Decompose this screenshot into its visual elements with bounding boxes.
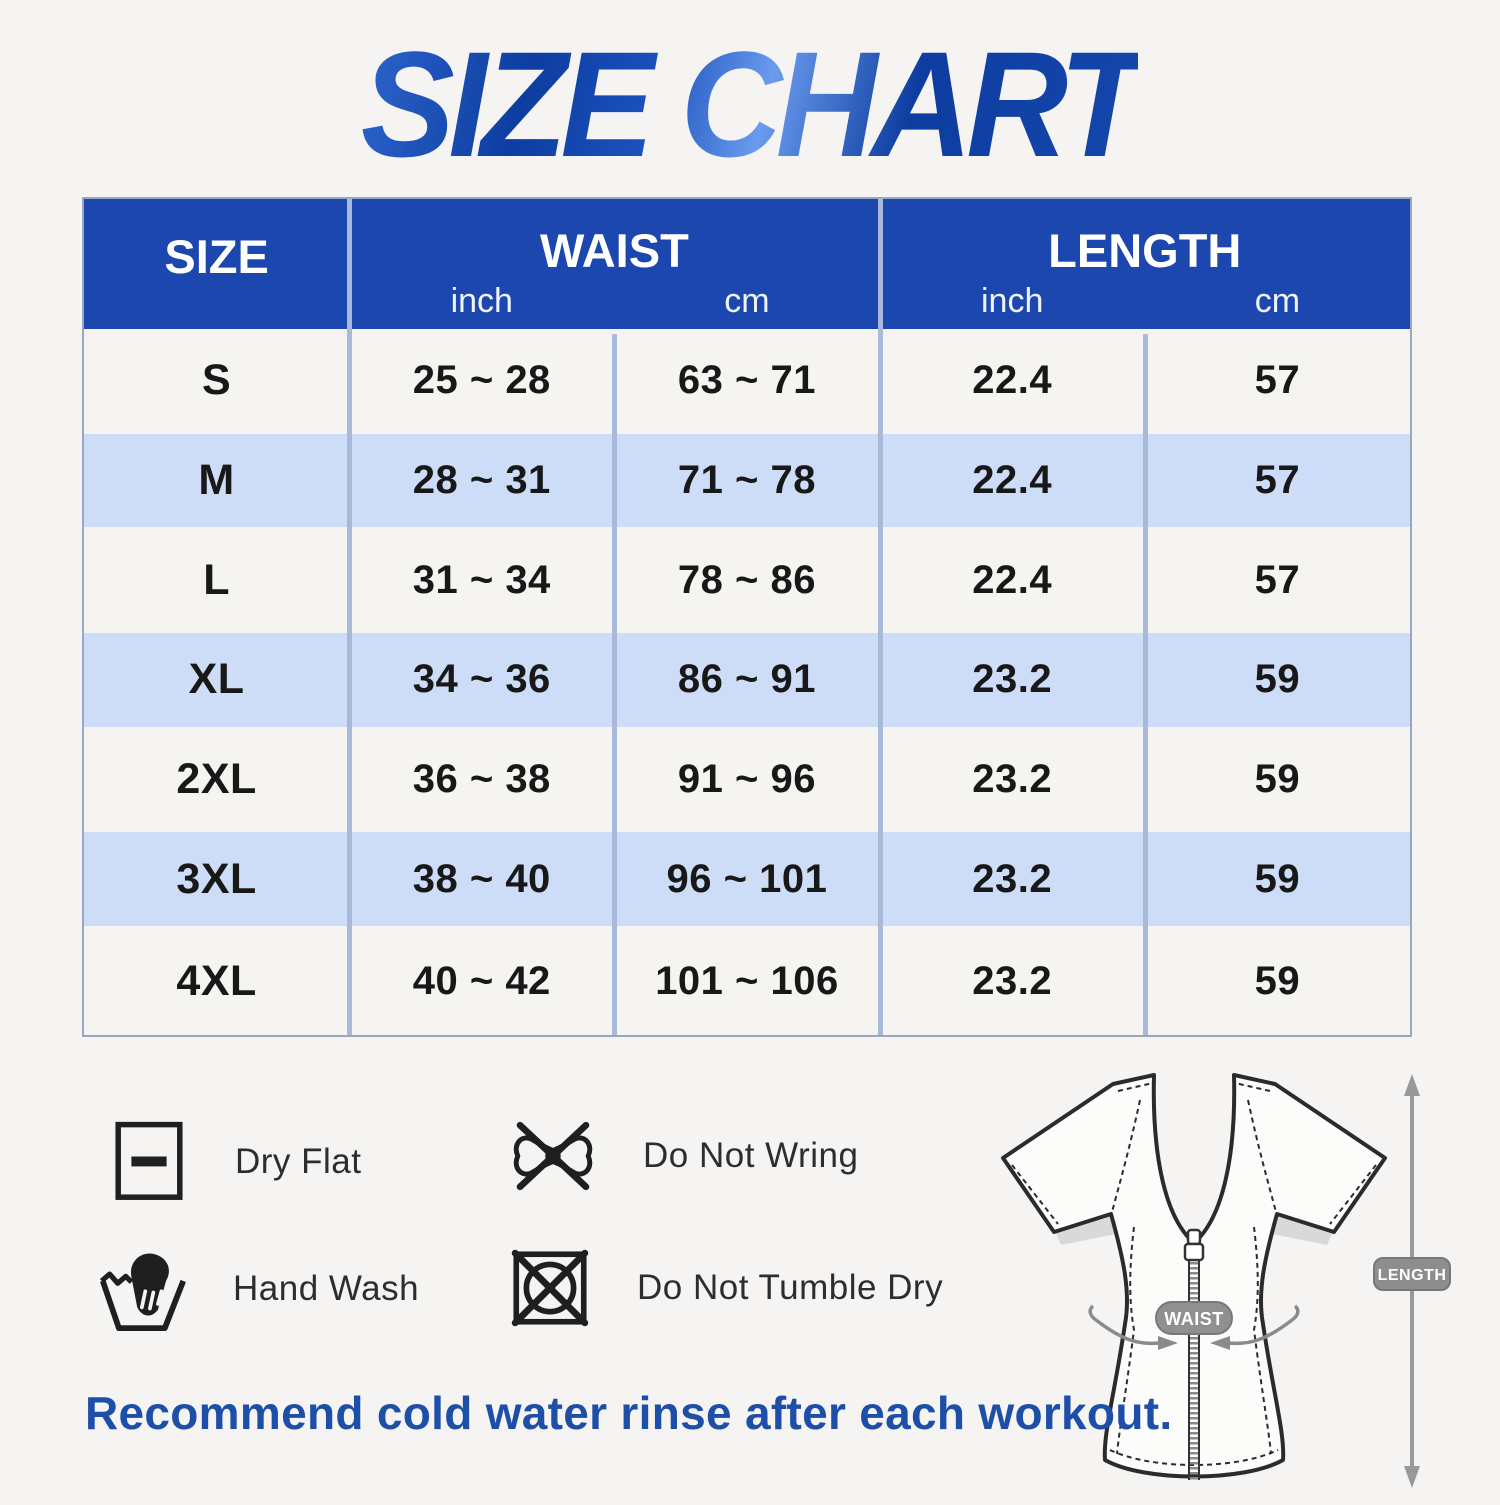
care-label: Do Not Tumble Dry bbox=[637, 1268, 944, 1307]
cell-length-inch: 23.2 bbox=[972, 856, 1053, 901]
dry-flat-icon bbox=[105, 1118, 193, 1206]
cell-waist-inch: 40 ~ 42 bbox=[412, 959, 551, 1004]
cell-waist-inch: 38 ~ 40 bbox=[412, 856, 551, 901]
cell-size: 4XL bbox=[176, 957, 257, 1006]
table-row bbox=[84, 434, 1410, 534]
table-row bbox=[84, 533, 1410, 633]
col-header-length bbox=[880, 199, 1410, 329]
cell-waist-cm: 91 ~ 96 bbox=[677, 757, 816, 802]
length-group-label: LENGTH bbox=[1048, 224, 1242, 277]
cell-size: S bbox=[202, 356, 232, 405]
column-divider bbox=[878, 199, 883, 1035]
cell-size: M bbox=[198, 456, 235, 505]
waist-label-pill bbox=[1156, 1302, 1232, 1334]
waist-units bbox=[349, 282, 879, 321]
do-not-tumble-dry-icon bbox=[505, 1243, 595, 1333]
cell-length-cm: 59 bbox=[1254, 959, 1301, 1004]
cell-length-cm: 59 bbox=[1254, 757, 1301, 802]
length-unit-cm: cm bbox=[1254, 282, 1301, 320]
do-not-wring-icon bbox=[505, 1112, 601, 1200]
svg-text:WAIST: WAIST bbox=[1164, 1309, 1224, 1329]
page-title: SIZE CHART bbox=[361, 18, 1139, 191]
cell-size: L bbox=[203, 555, 230, 604]
cell-size: 2XL bbox=[176, 755, 257, 804]
cell-length-cm: 59 bbox=[1254, 657, 1301, 702]
cell-length-cm: 59 bbox=[1254, 856, 1301, 901]
waist-unit-inch: inch bbox=[450, 282, 513, 320]
cell-waist-inch: 25 ~ 28 bbox=[412, 358, 551, 403]
cell-waist-cm: 63 ~ 71 bbox=[677, 358, 816, 403]
care-item-dry-flat bbox=[105, 1118, 362, 1206]
cell-length-cm: 57 bbox=[1254, 557, 1301, 602]
care-label: Hand Wash bbox=[233, 1269, 420, 1308]
waist-group-label: WAIST bbox=[539, 224, 689, 277]
cell-length-cm: 57 bbox=[1254, 358, 1301, 403]
cell-length-inch: 22.4 bbox=[972, 358, 1053, 403]
length-label-pill bbox=[1374, 1258, 1450, 1290]
care-item-do-not-tumble-dry bbox=[505, 1243, 943, 1333]
waist-unit-cm: cm bbox=[724, 282, 770, 320]
length-units bbox=[880, 282, 1410, 321]
cell-waist-inch: 31 ~ 34 bbox=[412, 557, 551, 602]
table-row bbox=[84, 733, 1410, 833]
table-row bbox=[84, 932, 1410, 1032]
cell-waist-cm: 101 ~ 106 bbox=[655, 959, 839, 1004]
table-header bbox=[84, 199, 1410, 334]
cell-waist-inch: 28 ~ 31 bbox=[412, 458, 551, 503]
svg-text:LENGTH: LENGTH bbox=[1377, 1267, 1447, 1284]
col-header-waist bbox=[349, 199, 879, 329]
care-item-do-not-wring bbox=[505, 1112, 858, 1200]
cell-length-inch: 23.2 bbox=[972, 657, 1053, 702]
column-divider bbox=[1143, 334, 1148, 1035]
cell-size: XL bbox=[188, 655, 245, 704]
table-body bbox=[84, 334, 1410, 1032]
size-table bbox=[82, 197, 1412, 1037]
cell-waist-inch: 36 ~ 38 bbox=[412, 757, 551, 802]
column-divider bbox=[612, 334, 617, 1035]
length-unit-inch: inch bbox=[980, 282, 1044, 320]
footer-note: Recommend cold water rinse after each workout. bbox=[85, 1387, 1173, 1439]
cell-waist-cm: 71 ~ 78 bbox=[677, 458, 816, 503]
cell-length-inch: 22.4 bbox=[972, 458, 1053, 503]
cell-waist-cm: 78 ~ 86 bbox=[677, 557, 816, 602]
cell-waist-cm: 86 ~ 91 bbox=[677, 657, 816, 702]
table-row bbox=[84, 832, 1410, 932]
col-header-size: SIZE bbox=[164, 230, 269, 283]
care-label: Do Not Wring bbox=[643, 1136, 859, 1175]
table-row bbox=[84, 334, 1410, 434]
cell-waist-inch: 34 ~ 36 bbox=[412, 657, 551, 702]
care-item-hand-wash bbox=[95, 1243, 419, 1335]
cell-length-inch: 23.2 bbox=[972, 757, 1053, 802]
cell-size: 3XL bbox=[176, 854, 257, 903]
cell-length-inch: 22.4 bbox=[972, 557, 1053, 602]
cell-length-inch: 23.2 bbox=[972, 959, 1053, 1004]
table-row bbox=[84, 633, 1410, 733]
care-label: Dry Flat bbox=[235, 1142, 362, 1181]
cell-waist-cm: 96 ~ 101 bbox=[666, 856, 828, 901]
hand-wash-icon bbox=[95, 1243, 191, 1335]
title-wrap bbox=[0, 18, 1500, 191]
column-divider bbox=[347, 199, 352, 1035]
cell-length-cm: 57 bbox=[1254, 458, 1301, 503]
